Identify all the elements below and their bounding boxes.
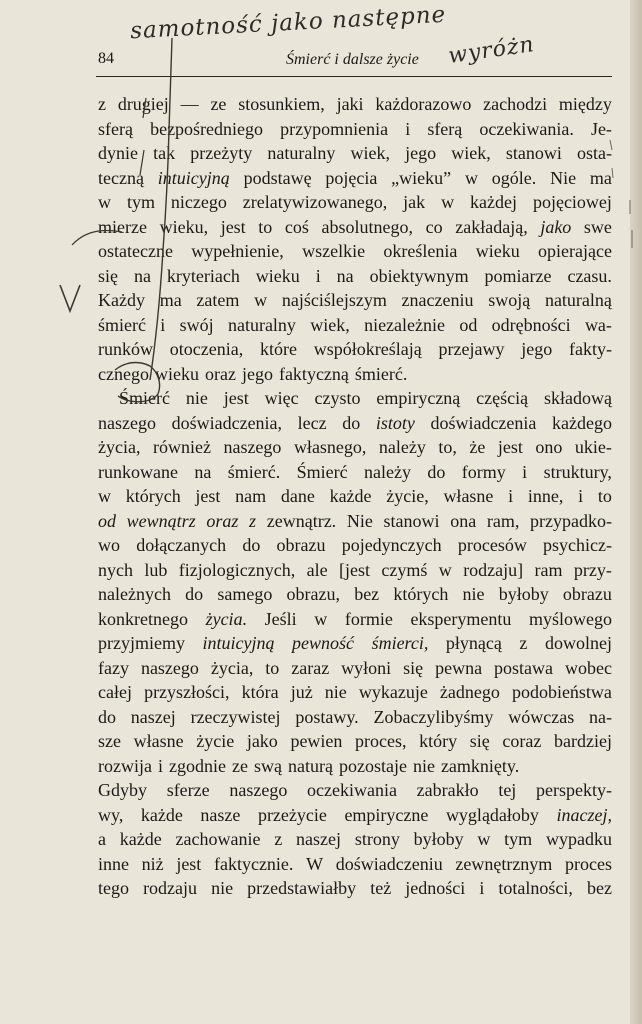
text-line: mierze wieku, jest to coś absolutnego, co zakładają, jako swe: [98, 216, 612, 237]
text-line: do naszej rzeczywistej postawy. Zobaczylibyśmy wówczas na-: [98, 706, 612, 727]
header-rule: [96, 76, 612, 77]
text-line: konkretnego życia. Jeśli w formie eksperymentu myślowego: [98, 608, 612, 629]
text-line: rozwija i zgodnie ze swą naturą pozostaje nie zamknięty.: [98, 755, 520, 776]
text-line: śmierć i swój naturalny wiek, niezależnie od odrębności wa-: [98, 314, 612, 335]
text-line: fazy naszego życia, to zaraz wyłoni się pewna postawa wobec: [98, 657, 612, 678]
text-line: runków otoczenia, które współokreślają przejawy jego fakty-: [98, 339, 612, 359]
handwritten-annotation-2: wyróżn: [446, 32, 537, 69]
text-line: z drugiej — ze stosunkiem, jaki każdorazowo zachodzi między: [98, 94, 612, 114]
text-line: Śmierć nie jest więc czysto empiryczną częścią składową: [119, 388, 612, 408]
text-line: życia, również naszego własnego, należy to, że jest ono ukie-: [98, 437, 612, 457]
text-line: wo dołączanych do obrazu pojedynczych procesów psychicz-: [98, 535, 612, 555]
text-line: inne niż jest faktycznie. W doświadczeniu zewnętrznym proces: [98, 853, 612, 874]
text-line: Gdyby sferze naszego oczekiwania zabrakło tej perspekty-: [98, 780, 612, 800]
text-line: sze własne życie jako pewien proces, który się coraz bardziej: [98, 731, 612, 751]
text-line: runkowane na śmierć. Śmierć należy do formy i struktury,: [98, 461, 612, 482]
text-line: w których jest nam dane każde życie, własne i inne, i to: [98, 486, 612, 506]
text-line: teczną intuicyjną podstawę pojęcia „wieku” w ogóle. Nie ma: [98, 167, 612, 188]
text-line: ostateczne wypełnienie, wszelkie określenia wieku opierające: [98, 241, 612, 261]
text-line: tego rodzaju nie przedstawiałby też jedności i totalności, bez: [98, 878, 612, 898]
page-edge: [630, 0, 642, 1024]
text-line: wy, każde nasze przeżycie empiryczne wyglądałoby inaczej,: [98, 804, 612, 825]
text-line: się na kryteriach wieku i na obiektywnym pomiarze czasu.: [98, 265, 612, 286]
text-line: całej przyszłości, która już nie wykazuje żadnego podobieństwa: [98, 682, 612, 702]
page-number: 84: [98, 50, 114, 67]
text-line: należnych do samego obrazu, bez których nie byłoby obrazu: [98, 584, 612, 604]
text-line: nych lub fizjologicznych, ale [jest czymś w rodzaju] ram przy-: [98, 559, 612, 580]
text-line: Każdy ma zatem w najściślejszym znaczeniu swoją naturalną: [98, 290, 612, 310]
body-text: [98, 94, 612, 903]
text-line: naszego doświadczenia, lecz do istoty doświadczenia każdego: [98, 412, 612, 433]
text-line: przyjmiemy intuicyjną pewność śmierci, płynącą z dowolnej: [98, 633, 612, 653]
text-line: a każde zachowanie z naszej strony byłoby w tym wypadku: [98, 829, 612, 849]
text-line: w tym niczego zrelatywizowanego, jak w każdej pojęciowej: [98, 192, 612, 212]
running-head: Śmierć i dalsze życie: [286, 51, 419, 68]
text-line: od wewnątrz oraz z zewnątrz. Nie stanowi ona ram, przypadko-: [98, 510, 612, 531]
text-line: dynie tak przeżyty naturalny wiek, jego wiek, stanowi osta-: [98, 143, 612, 163]
handwritten-annotation: samotność jako następne: [129, 1, 447, 45]
text-line: cznego wieku oraz jego faktyczną śmierć.: [98, 363, 408, 384]
text-line: sferą bezpośredniego przypomnienia i sferą oczekiwania. Je-: [98, 118, 612, 139]
